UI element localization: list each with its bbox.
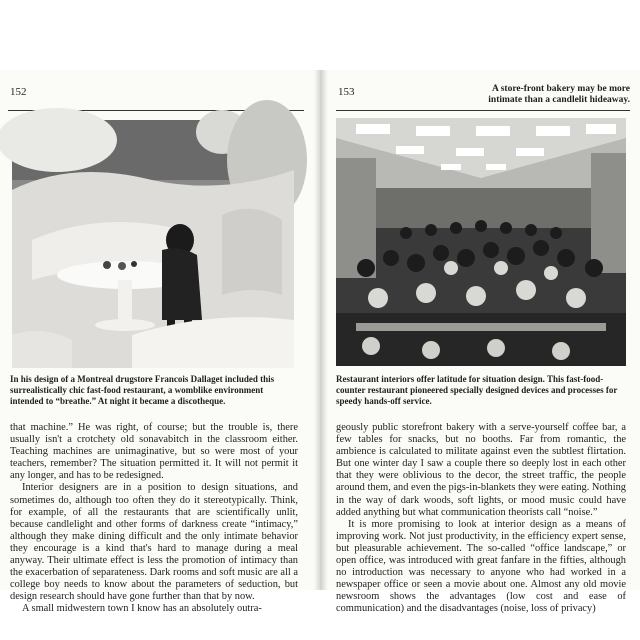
paragraph: that machine.” He was right, of course; but the trouble is, there usually isn't a crotchety old sonavabitch in the classroom either. Teaching machines are unimaginative, but so were most of your teachers, remember? The situation permitted it. It will not permit it any longer, and has to be redesigned. (10, 422, 298, 482)
body-text (10, 422, 298, 616)
paragraph: geously public storefront bakery with a serve-yourself coffee bar, a few tables for snacks, but no booths. Far from romantic, the ambience is calculated to militate against even the subtlest flirtation. But one winter day I saw a couple there so deeply lost in each other that they were oblivious to the decor, the street traffic, the people around them, and even the pigs-in-blankets they were eating. Nothing in the way of dark woods, soft lights, or mood music could have added anything but what communication theorists call “noise.” (336, 422, 626, 518)
restaurant-interior-photo (12, 120, 294, 368)
page-number: 152 (10, 86, 27, 98)
paragraph: Interior designers are in a position to design situations, and sometimes do, although too often they do it stereotypically. Think, for example, of all the restaurants that are scientifically unlit, because candlelight and other forms of darkness create “intimacy,” although they make dining difficult and the only intimate behavior they encourage is a kind that's hard to manage during a meal anyway. Their ultimate effect is less the promotion of intimacy than the exacerbation of separateness. Dark rooms and soft music are all a college boy needs to know about the parameters of seduction, but design research should have gone further than that by now. (10, 482, 298, 603)
book-gutter (314, 70, 328, 590)
crowded-restaurant-photo (336, 118, 626, 366)
paragraph: It is more promising to look at interior design as a means of improving work. Not just productivity, in the efficiency expert sense, but pleasurable achievement. The so-called “office landscape,” or open office, was introduced with great fanfare in the fifties, although no introduction was necessary to anyone who had worked in a newspaper office or seen a movie about one. Almost any old movie newsroom shows the advantages (low cost and ease of communication) and the disadvantages (noise, loss of privacy) (336, 518, 626, 615)
running-head: A store-front bakery may be more intimate than a candlelit hideaway. (488, 84, 630, 105)
header-rule (336, 110, 630, 111)
body-text (336, 422, 626, 616)
left-page (8, 86, 304, 615)
page-number: 153 (338, 86, 355, 98)
photo-caption: In his design of a Montreal drugstore Francois Dallaget included this surrealistically chic fast-food restaurant, a womblike environment intended to “breathe.” At night it became a discotheque. (10, 374, 275, 406)
right-page (336, 84, 630, 615)
photo-caption: Restaurant interiors offer latitude for situation design. This fast-food-counter restaurant pioneered specially designed devices and processes for speedy hands-off service. (336, 374, 618, 406)
paragraph: A small midwestern town I know has an absolutely outra- (22, 603, 262, 615)
